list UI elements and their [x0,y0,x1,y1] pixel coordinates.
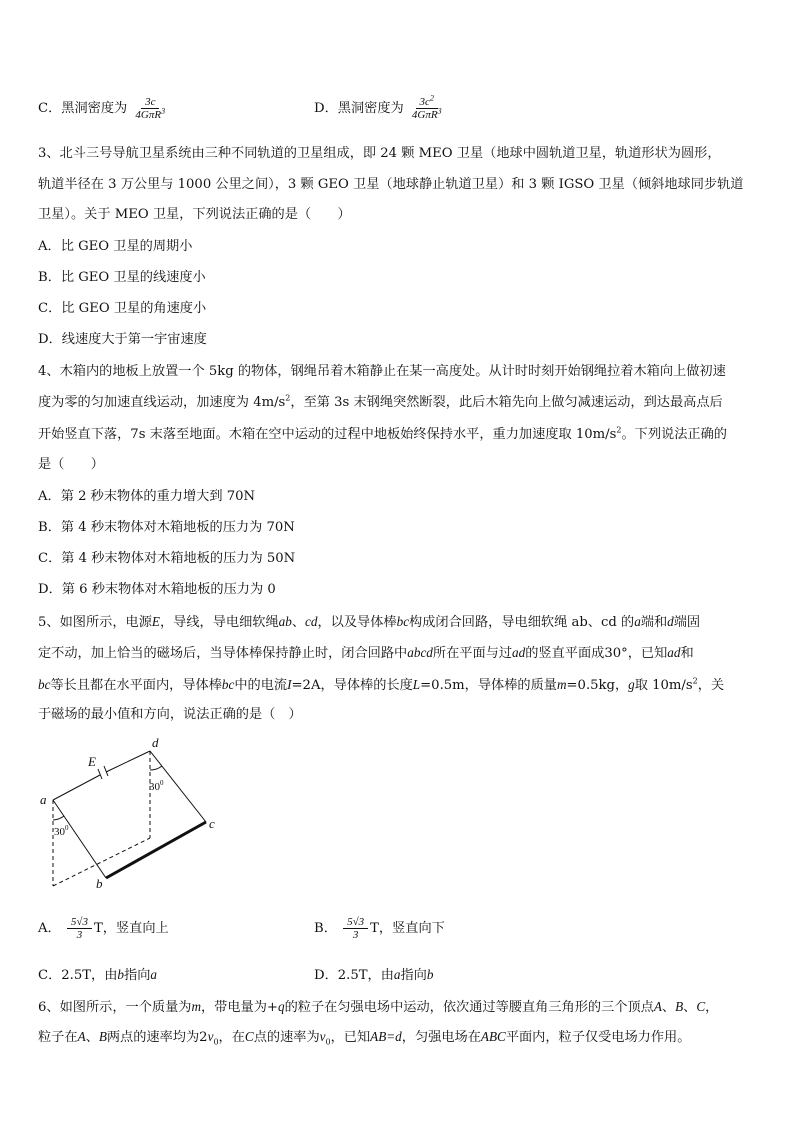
label-b: b [96,876,103,890]
text: 、 [683,1000,697,1015]
denominator: 3 [76,929,83,941]
battery-plate-1 [98,769,102,779]
degree: 0 [160,779,164,787]
numerator: 3c [141,96,159,109]
text: 6、如图所示，一个质量为 [38,1000,192,1015]
var: ABC [480,1029,506,1044]
var: v [207,1029,214,1044]
text: ，已知 [330,1030,371,1045]
angle-label-d [149,779,164,793]
label-E: E [88,754,96,769]
q3-option-b: B．比 GEO 卫星的线速度小 [38,270,206,285]
label-a: a [40,792,47,807]
text: 的粒子在匀强电场中运动，依次通过等腰直角三角形的三个顶点 [284,1000,654,1015]
text: 度为零的匀加速直线运动，加速度为 4m/s [38,395,286,410]
denominator: 3 [352,929,359,941]
text: 5、如图所示，电源 [38,615,152,630]
numerator: 5√3 [343,916,368,929]
text: 所在平面与过 [432,646,513,661]
fraction [410,93,444,121]
text: 、 [85,1030,99,1045]
var: bc [396,614,410,629]
wire-E-to-d [106,751,150,772]
q5-option-c [38,966,157,985]
text: 、 [661,1000,676,1015]
text: 中的电流 [234,678,288,693]
angle-value: 30 [149,781,160,793]
text: 、 [291,615,306,630]
q3-line-1: 3、北斗三号导航卫星系统由三种不同轨道的卫星组成，即 24 颗 MEO 卫星（地球中圆轨道卫星，轨道形状为圆形， [38,146,721,161]
den-text: 4GπR [411,109,438,121]
q5-line-3 [38,676,724,695]
q4-option-c: C．第 4 秒末物体对木箱地板的压力为 50N [38,551,296,566]
text: ，以及导体棒 [317,615,397,630]
var: C [244,1029,254,1044]
subscript: 0 [213,1037,219,1047]
var: d [667,614,674,629]
degree: 0 [65,824,69,832]
angle-arc-d [150,766,162,770]
exponent: 2 [285,393,291,403]
text: =2A，导体棒的长度 [291,678,413,693]
text: 粒子在 [38,1030,78,1045]
text: ，关 [697,678,725,693]
q3-line-3: 卫星）。关于 MEO 卫星，下列说法正确的是（ ） [38,207,351,222]
numerator [416,93,438,109]
text: 端固 [673,615,701,630]
text: ，在 [218,1030,245,1045]
exponent: 3 [161,106,166,116]
q5-option-d [314,966,433,985]
text: 定不动，加上恰当的磁场后，当导体棒保持静止时，闭合回路中 [38,646,408,661]
fraction [67,916,92,941]
fraction [343,916,368,941]
q3-option-d: D．线速度大于第一宇宙速度 [38,332,207,347]
text: T，竖直向下 [370,921,445,936]
q4-line-4: 是（ ） [38,457,104,472]
option-text: D．黑洞密度为 [314,101,404,116]
q6-line-2 [38,1028,690,1052]
text: =0.5m，导体棒的质量 [420,678,557,693]
num-text: 3c [419,96,430,108]
q4-option-a: A．第 2 秒末物体的重力增大到 70N [38,489,256,504]
q4-option-b: B．第 4 秒末物体对木箱地板的压力为 70N [38,520,295,535]
text: ，至第 3s 末钢绳突然断裂，此后木箱先向上做匀减速运动，到达最高点后 [290,395,723,410]
q6-line-1 [38,998,718,1017]
q5-figure [34,730,224,890]
text: 端和 [640,615,668,630]
text: 平面内，粒子仅受电场力作用。 [505,1030,691,1045]
var: abcd [407,645,433,660]
text: B． [314,921,337,936]
text: 和 [680,646,694,661]
fraction [133,96,167,121]
var: L [412,677,421,692]
var: AB=d [370,1029,402,1044]
text: 点的速率为 [253,1030,320,1045]
angle-value: 30 [54,826,65,838]
text: ，导线，导电细软绳 [159,615,279,630]
q5-line-1 [38,613,700,632]
q3-option-a: A．比 GEO 卫星的周期小 [38,239,193,254]
exponent: 3 [437,106,442,116]
var: B [98,1029,107,1044]
var: a [393,967,401,982]
q4-line-1: 4、木箱内的地板上放置一个 5kg 的物体，钢绳吊着木箱静止在某一高度处。从计时时刻开始钢绳拉着木箱向上做初速 [38,364,726,379]
text: 取 10m/s [634,678,693,693]
text: 指向 [400,968,427,983]
label-c: c [209,816,215,831]
angle-label-a [54,824,69,838]
var: bc [221,677,235,692]
wire-a-to-E [53,775,100,800]
text: D．2.5T，由 [314,968,394,983]
q4-line-2 [38,394,723,412]
var: m [556,677,567,692]
text: 指向 [124,968,151,983]
var: ab [278,614,292,629]
conductor-rod-bc [106,822,206,878]
var: ad [667,645,681,660]
text: 等长且都在水平面内，导体棒 [50,678,222,693]
var: A [653,999,662,1014]
q5-option-b [314,916,445,941]
text: ，匀强电场在 [401,1030,481,1045]
var: C [696,999,706,1014]
var: bc [38,677,51,692]
rope-ab [53,800,106,878]
text: 两点的速率均为2 [106,1030,208,1045]
text: T，竖直向上 [93,921,169,936]
text: A． [38,921,61,936]
var: v [319,1029,326,1044]
var: a [634,614,641,629]
text: C．2.5T，由 [38,968,118,983]
q5-option-a [38,916,169,941]
var: B [675,999,684,1014]
var: b [426,967,434,982]
q5-line-2 [38,644,694,663]
exponent: 2 [616,425,622,435]
label-d: d [152,735,159,750]
var: E [151,614,160,629]
exponent: 2 [429,93,434,103]
exponent: 2 [692,676,698,686]
text: 。下列说法正确的 [621,427,727,442]
q3-option-c: C．比 GEO 卫星的角速度小 [38,301,207,316]
q5-line-4: 于磁场的最小值和方向，说法正确的是（ ） [38,707,302,722]
angle-arc-a [53,816,64,820]
text: ， [705,1000,719,1015]
var: I [287,677,292,692]
q4-line-3 [38,426,727,444]
var: b [117,967,125,982]
numerator: 5√3 [67,916,92,929]
var: g [628,677,635,692]
var: A [77,1029,86,1044]
den-text: 4GπR [135,109,162,121]
option-text: C．黑洞密度为 [38,101,128,116]
q2-option-d [314,93,446,121]
q2-option-c [38,96,169,121]
var: ad [512,645,526,660]
denominator [410,106,444,121]
denominator [133,106,167,121]
var: m [191,999,201,1014]
var: cd [305,614,318,629]
subscript: 0 [325,1037,331,1047]
text: 的竖直平面成30°，已知 [525,646,668,661]
text: 构成闭合回路，导电细软绳 ab、cd 的 [409,615,635,630]
text: =0.5kg， [566,678,629,693]
text: ，带电量为+ [200,1000,278,1015]
var: q [277,999,285,1014]
var: a [150,967,157,982]
q3-line-2: 轨道半径在 3 万公里与 1000 公里之间），3 颗 GEO 卫星（地球静止轨道卫星）和 3 颗 IGSO 卫星（倾斜地球同步轨道 [38,177,744,192]
q4-option-d: D．第 6 秒末物体对木箱地板的压力为 0 [38,582,276,597]
text: 开始竖直下落，7s 末落至地面。木箱在空中运动的过程中地板始终保持水平，重力加速度取 10m/s [38,427,617,442]
